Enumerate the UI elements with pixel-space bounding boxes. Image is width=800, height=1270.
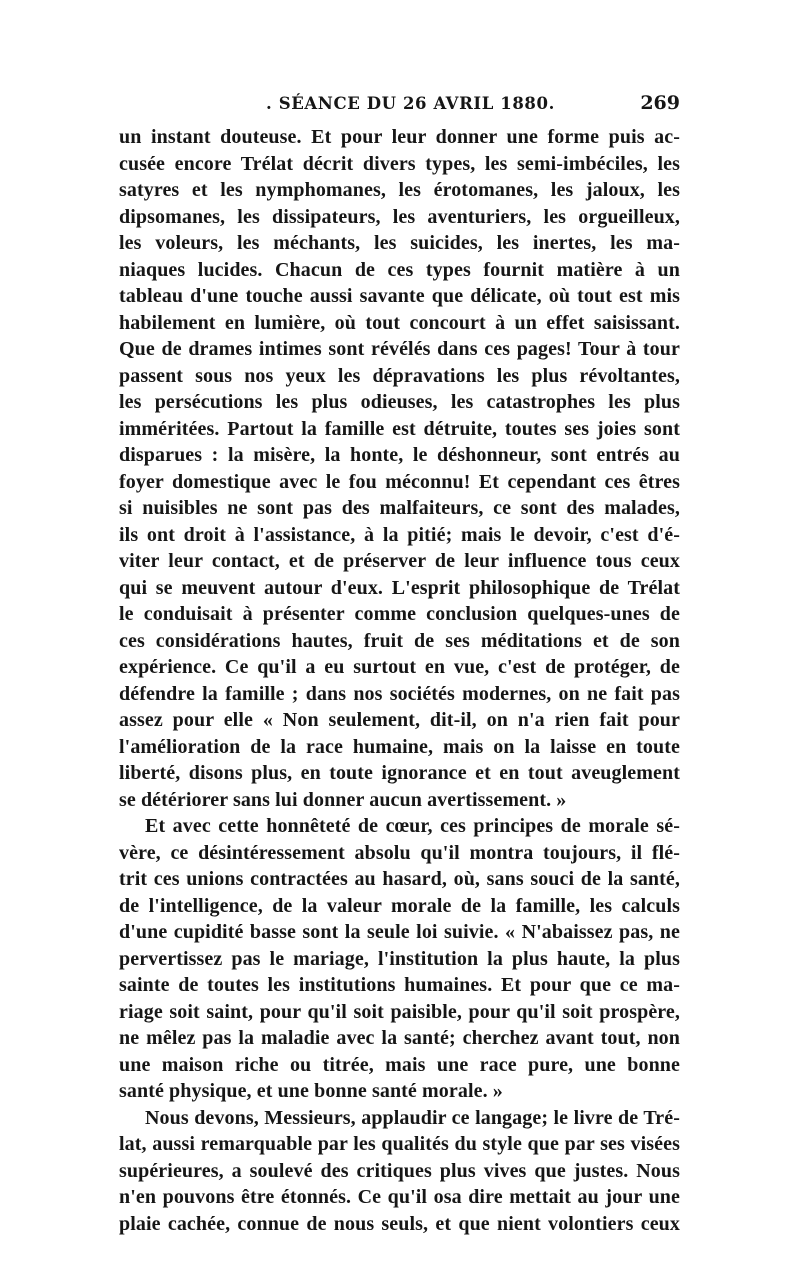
text-line: un instant douteuse. Et pour leur donner une forme puis ac-: [119, 126, 680, 148]
text-line: vère, ce désintéressement absolu qu'il montra toujours, il flé-: [119, 841, 680, 864]
text-line: pervertissez pas le mariage, l'institution la plus haute, la plus: [119, 947, 680, 970]
text-line: disparues : la misère, la honte, le déshonneur, sont entrés au: [119, 444, 680, 466]
text-line: Nous devons, Messieurs, applaudir ce langage; le livre de Tré-: [145, 1106, 680, 1129]
text-line: plaie cachée, connue de nous seuls, et que nient volontiers ceux: [119, 1212, 680, 1235]
text-line: expérience. Ce qu'il a eu surtout en vue, c'est de protéger, de: [119, 656, 680, 678]
text-line: de l'intelligence, de la valeur morale de la famille, les calculs: [119, 894, 680, 917]
text-line: trit ces unions contractées au hasard, où, sans souci de la santé,: [119, 868, 680, 890]
running-title: . SÉANCE DU 26 AVRIL 1880.: [266, 94, 555, 113]
text-line: une maison riche ou titrée, mais une race pure, une bonne: [119, 1053, 680, 1076]
text-line: sainte de toutes les institutions humaines. Et pour que ce ma-: [119, 974, 680, 996]
text-line: les voleurs, les méchants, les suicides, les inertes, les ma-: [119, 232, 680, 254]
text-line: les persécutions les plus odieuses, les catastrophes les plus: [119, 391, 680, 413]
text-line: foyer domestique avec le fou méconnu! Et cependant ces êtres: [119, 470, 680, 493]
text-line: Et avec cette honnêteté de cœur, ces principes de morale sé-: [145, 815, 680, 837]
text-line: niaques lucides. Chacun de ces types fournit matière à un: [119, 258, 680, 281]
text-line: dipsomanes, les dissipateurs, les aventuriers, les orgueilleux,: [119, 205, 680, 228]
text-line: santé physique, et une bonne santé morale. »: [119, 1080, 503, 1102]
text-line: d'une cupidité basse sont la seule loi suivie. « N'abaissez pas, ne: [119, 921, 680, 943]
text-line: ne mêlez pas la maladie avec la santé; cherchez avant tout, non: [119, 1027, 680, 1049]
text-line: qui se meuvent autour d'eux. L'esprit philosophique de Trélat: [119, 576, 680, 599]
text-line: tableau d'une touche aussi savante que délicate, où tout est mis: [119, 285, 680, 307]
text-line: supérieures, a soulevé des critiques plus vives que justes. Nous: [119, 1159, 680, 1182]
text-line: assez pour elle « Non seulement, dit-il, on n'a rien fait pour: [119, 709, 680, 731]
text-line: si nuisibles ne sont pas des malfaiteurs, ce sont des malades,: [119, 497, 680, 519]
text-line: riage soit saint, pour qu'il soit paisible, pour qu'il soit prospère,: [119, 1000, 680, 1023]
text-line: ces considérations hautes, fruit de ses méditations et de son: [119, 629, 680, 652]
text-line: satyres et les nymphomanes, les érotomanes, les jaloux, les: [119, 179, 680, 201]
text-line: imméritées. Partout la famille est détruite, toutes ses joies sont: [119, 417, 680, 440]
text-line: se détériorer sans lui donner aucun avertissement. »: [119, 788, 567, 811]
text-line: viter leur contact, et de préserver de leur influence tous ceux: [119, 550, 680, 572]
running-head: [118, 92, 680, 122]
text-line: passent sous nos yeux les dépravations les plus révoltantes,: [119, 364, 680, 387]
text-line: défendre la famille ; dans nos sociétés modernes, on ne fait pas: [119, 682, 680, 705]
text-line: ils ont droit à l'assistance, à la pitié; mais le devoir, c'est d'é-: [119, 523, 680, 546]
page-number: 269: [640, 92, 680, 114]
text-line: liberté, disons plus, en toute ignorance et en tout aveuglement: [119, 762, 680, 784]
text-line: cusée encore Trélat décrit divers types, les semi-imbéciles, les: [119, 152, 680, 175]
text-line: n'en pouvons être étonnés. Ce qu'il osa dire mettait au jour une: [119, 1186, 680, 1208]
body-text: [119, 124, 680, 1237]
text-line: l'amélioration de la race humaine, mais on la laisse en toute: [119, 735, 680, 758]
text-line: Que de drames intimes sont révélés dans ces pages! Tour à tour: [119, 338, 680, 360]
text-line: le conduisait à présenter comme conclusion quelques-unes de: [119, 603, 680, 625]
text-line: habilement en lumière, où tout concourt à un effet saisissant.: [119, 311, 680, 334]
text-line: lat, aussi remarquable par les qualités du style que par ses visées: [119, 1133, 680, 1155]
